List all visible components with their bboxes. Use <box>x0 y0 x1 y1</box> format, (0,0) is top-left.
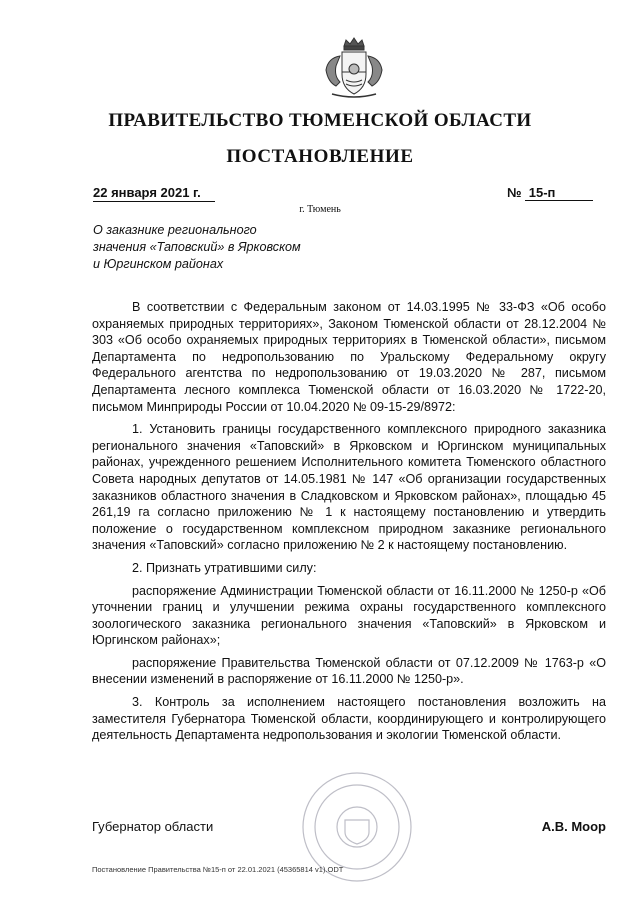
signer-name: А.В. Моор <box>541 819 606 834</box>
number-value: 15-п <box>525 185 593 201</box>
document-number <box>507 185 604 202</box>
number-prefix: № <box>507 185 522 200</box>
item-2b-paragraph: распоряжение Правительства Тюменской области от 07.12.2009 № 1763-р «О внесении изменений в распоряжение от 16.11.2000 № 1250-р». <box>92 655 606 687</box>
city-label: г. Тюмень <box>299 204 341 215</box>
document-footer: Постановление Правительства №15-п от 22.01.2021 (45365814 v1).ODT <box>92 865 344 874</box>
document-date: 22 января 2021 г. <box>93 185 215 202</box>
item-2-paragraph: 2. Признать утратившими силу: <box>132 560 317 575</box>
document-type: ПОСТАНОВЛЕНИЕ <box>226 146 414 167</box>
document-subject: О заказнике регионального значения «Таповский» в Ярковском и Юргинском районах <box>93 223 301 271</box>
document-body <box>92 299 606 744</box>
item-1-paragraph: 1. Установить границы государственного комплексного природного заказника регионального значения «Таповский» в Ярковском и Юргинском муниципальных районах, учрежденного решением Исполнительного комитета Тюменского областного Совета народных депутатов от 14.05.1981 № 147 «Об организации государственных заказников областного значения в Сладковском и Ярковском районах», площадью 45 261,19 га согласно приложению № 1 к настоящему постановлению и утвердить положение о государственном комплексном природном заказнике регионального значения «Таповский» согласно приложению № 2 к настоящему постановлению. <box>92 422 606 553</box>
item-2a-paragraph: распоряжение Администрации Тюменской области от 16.11.2000 № 1250-р «Об уточнении границ и улучшении режима охраны государственного комплексного зоологического заказника регионального значения «Таповский» в Ярковском и Юргинском районах»; <box>92 583 606 648</box>
signer-title: Губернатор области <box>92 819 214 834</box>
item-3-paragraph: 3. Контроль за исполнением настоящего постановления возложить на заместителя Губернатора Тюменской области, координирующего и контролирующего деятельность Департамента недропользования и экологии Тюменской области. <box>92 695 606 743</box>
preamble-paragraph: В соответствии с Федеральным законом от 14.03.1995 № 33-ФЗ «Об особо охраняемых природных территориях», Законом Тюменской области от 28.12.2004 № 303 «Об особо охраняемых природных территориях в Тюменской области», письмом Департамента по недропользованию по Уральскому Федеральному округу Федерального агентства по недропользованию от 19.03.2020 № 287, письмом Департамента лесного комплекса Тюменской области от 16.03.2020 № 1722-20, письмом Минприроды России от 10.04.2020 № 09-15-29/8972: <box>92 300 606 414</box>
coat-of-arms-emblem <box>306 36 402 102</box>
government-title: ПРАВИТЕЛЬСТВО ТЮМЕНСКОЙ ОБЛАСТИ <box>108 110 532 131</box>
